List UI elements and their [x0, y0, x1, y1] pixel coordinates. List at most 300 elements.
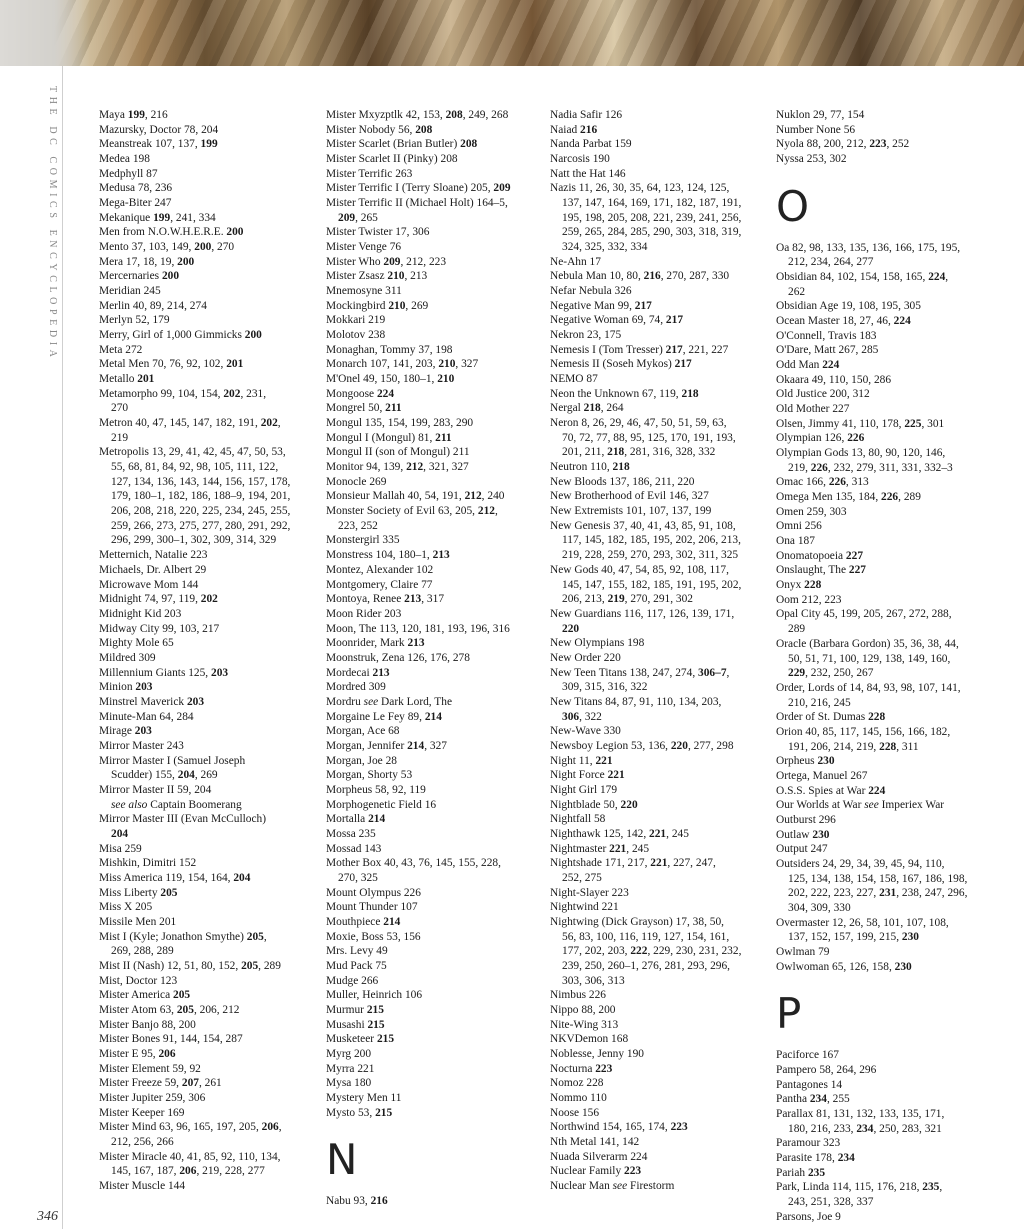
main-page-reference: 220: [620, 798, 638, 811]
index-entry: Meanstreak 107, 137, 199: [99, 138, 218, 151]
index-entry: Mister Jupiter 259, 306: [99, 1092, 206, 1105]
index-entry: Mordecai 213: [326, 666, 390, 679]
index-entry: Mister Terrific I (Terry Sloane) 205, 209: [326, 182, 511, 195]
index-entry: Monitor 94, 139, 212, 321, 327: [326, 461, 469, 474]
index-entry: Paramour 323: [776, 1137, 841, 1150]
main-page-reference: 209: [338, 211, 356, 224]
index-entry: Oracle (Barbara Gordon) 35, 36, 38, 44,: [776, 637, 959, 650]
index-entry-continuation: 219: [111, 431, 129, 444]
main-page-reference: 208: [415, 123, 433, 136]
main-page-reference: 230: [812, 828, 830, 841]
index-entry: Mercernaries 200: [99, 270, 180, 283]
index-entry: Omen 259, 303: [776, 505, 847, 518]
index-entry: Order, Lords of 14, 84, 93, 98, 107, 141,: [776, 681, 961, 694]
main-page-reference: 231: [879, 887, 897, 900]
main-page-reference: 217: [665, 343, 683, 356]
index-entry: Mishkin, Dimitri 152: [99, 857, 197, 870]
index-entry: Molotov 238: [326, 329, 386, 342]
index-entry-continuation: 180, 216, 233, 234, 250, 283, 321: [788, 1122, 942, 1135]
main-page-reference: 221: [607, 769, 625, 782]
index-entry: Park, Linda 114, 115, 176, 218, 235,: [776, 1181, 943, 1194]
main-page-reference: 204: [111, 827, 129, 840]
index-entry: Nyssa 253, 302: [776, 153, 847, 166]
index-entry: Omni 256: [776, 520, 822, 533]
index-entry: Mister Twister 17, 306: [326, 226, 430, 239]
index-entry: Moon, The 113, 120, 181, 193, 196, 316: [326, 622, 510, 635]
main-page-reference: 214: [368, 813, 386, 826]
index-entry: O.S.S. Spies at War 224: [776, 784, 886, 797]
main-page-reference: 223: [595, 1062, 613, 1075]
main-page-reference: 227: [845, 549, 864, 562]
main-page-reference: 215: [366, 1003, 384, 1016]
index-entry: Mirror Master 243: [99, 739, 184, 752]
index-entry: Metal Men 70, 76, 92, 102, 201: [99, 358, 244, 371]
main-page-reference: 223: [869, 138, 887, 151]
index-entry: Morphogenetic Field 16: [326, 798, 437, 811]
index-entry: Parsons, Joe 9: [776, 1210, 841, 1223]
index-entry: New Order 220: [550, 651, 621, 664]
main-page-reference: 217: [674, 358, 692, 371]
index-entry: Mildred 309: [99, 651, 156, 664]
index-entry: Negative Man 99, 217: [550, 299, 652, 312]
index-entry: Nabu 93, 216: [326, 1195, 388, 1208]
main-page-reference: 199: [127, 109, 145, 121]
index-entry: New Extremists 101, 107, 137, 199: [550, 505, 712, 518]
index-entry: Mister Zsasz 210, 213: [326, 270, 428, 283]
main-page-reference: 215: [376, 1033, 395, 1046]
index-entry-continuation: 270, 325: [338, 871, 378, 884]
index-entry: Nyola 88, 200, 212, 223, 252: [776, 138, 910, 151]
main-page-reference: 234: [837, 1151, 855, 1164]
index-entry: Neron 8, 26, 29, 46, 47, 50, 51, 59, 63,: [550, 417, 727, 430]
index-entry: Owlwoman 65, 126, 158, 230: [776, 960, 912, 973]
index-entry: Medusa 78, 236: [99, 182, 173, 195]
index-entry: Narcosis 190: [550, 153, 610, 166]
main-page-reference: 225: [904, 417, 922, 430]
index-entry: Merlin 40, 89, 214, 274: [99, 299, 207, 312]
index-entry: Outlaw 230: [776, 828, 830, 841]
index-entry: Nimbus 226: [550, 989, 607, 1002]
index-entry: Nite-Wing 313: [550, 1018, 619, 1031]
main-page-reference: 234: [856, 1122, 874, 1135]
index-entry: Pantagones 14: [776, 1078, 843, 1091]
index-column-4: [776, 108, 967, 1224]
index-entry-continuation: 137, 147, 164, 169, 171, 182, 187, 191,: [562, 197, 742, 210]
index-entry: Old Mother 227: [776, 403, 850, 416]
index-entry: Morpheus 58, 92, 119: [326, 783, 426, 796]
main-page-reference: 220: [562, 622, 580, 635]
index-entry: Olympian Gods 13, 80, 90, 120, 146,: [776, 447, 946, 460]
main-page-reference: 227: [848, 564, 866, 577]
main-page-reference: 216: [580, 123, 598, 136]
index-entry-continuation: 137, 152, 157, 199, 215, 230: [788, 931, 919, 944]
index-entry-continuation: 179, 180–1, 182, 186, 188–9, 194, 201,: [111, 490, 291, 503]
index-entry: Nefar Nebula 326: [550, 285, 632, 298]
index-entry: Nuclear Family 223: [550, 1165, 642, 1178]
index-entry: Minute-Man 64, 284: [99, 710, 194, 723]
main-page-reference: 205: [160, 886, 178, 899]
main-page-reference: 209: [493, 182, 511, 195]
main-page-reference: 223: [624, 1165, 642, 1178]
index-entry: Mudge 266: [326, 974, 379, 987]
index-entry: Monstress 104, 180–1, 213: [326, 549, 450, 562]
index-entry: Mister Muscle 144: [99, 1180, 186, 1193]
index-entry: Obsidian Age 19, 108, 195, 305: [776, 300, 921, 313]
index-entry: Nightmaster 221, 245: [550, 842, 650, 855]
section-letter-o: O: [776, 181, 810, 231]
index-entry: Michaels, Dr. Albert 29: [99, 563, 207, 576]
main-page-reference: 226: [847, 432, 865, 445]
index-entry: Mother Box 40, 43, 76, 145, 155, 228,: [326, 857, 501, 870]
main-page-reference: 234: [809, 1093, 827, 1106]
main-page-reference: 214: [407, 739, 425, 752]
main-page-reference: 201: [137, 373, 155, 386]
index-entry: Midnight 74, 97, 119, 202: [99, 593, 218, 606]
index-entry: Mirror Master II 59, 204: [99, 783, 212, 796]
main-page-reference: 199: [200, 138, 218, 151]
index-entry: New Guardians 116, 117, 126, 139, 171,: [550, 607, 735, 620]
index-entry: Mister Element 59, 92: [99, 1062, 201, 1075]
main-page-reference: 216: [370, 1195, 388, 1208]
index-entry: Miss X 205: [99, 901, 153, 914]
main-page-reference: 203: [186, 695, 205, 708]
index-entry-continuation: 306, 322: [562, 710, 602, 723]
index-entry: Midway City 99, 103, 217: [99, 622, 220, 635]
index-entry: Metallo 201: [99, 373, 155, 386]
index-entry-continuation: 145, 147, 155, 182, 185, 191, 195, 202,: [562, 578, 742, 591]
index-entry: Mazursky, Doctor 78, 204: [99, 123, 219, 136]
index-entry-continuation: 117, 145, 182, 185, 195, 202, 206, 213,: [562, 534, 741, 547]
index-entry: Monster Society of Evil 63, 205, 212,: [326, 505, 498, 518]
main-page-reference: 212: [406, 461, 424, 474]
main-page-reference: 226: [828, 476, 846, 489]
index-entry: New-Wave 330: [550, 725, 621, 738]
main-page-reference: 306: [562, 710, 580, 723]
main-page-reference: 199: [153, 211, 171, 224]
index-entry: Opal City 45, 199, 205, 267, 272, 288,: [776, 608, 952, 621]
index-entry: Nippo 88, 200: [550, 1003, 616, 1016]
main-page-reference: 212: [464, 490, 482, 503]
header-illustration-banner: [0, 0, 1024, 66]
index-entry: Montoya, Renee 213, 317: [326, 593, 445, 606]
main-page-reference: 221: [650, 857, 668, 870]
index-entry: Mera 17, 18, 19, 200: [99, 255, 195, 268]
index-entry: Parallax 81, 131, 132, 133, 135, 171,: [776, 1107, 945, 1120]
index-entry: Overmaster 12, 26, 58, 101, 107, 108,: [776, 916, 949, 929]
main-page-reference: 203: [134, 725, 152, 738]
index-entry: Neon the Unknown 67, 119, 218: [550, 387, 699, 400]
index-entry-continuation: 55, 68, 81, 84, 92, 98, 105, 111, 122,: [111, 461, 279, 474]
main-page-reference: 217: [665, 314, 684, 327]
main-page-reference: 211: [435, 431, 452, 444]
index-entry: Ona 187: [776, 535, 815, 548]
main-page-reference: 228: [804, 579, 822, 592]
index-entry-continuation: 212, 256, 266: [111, 1136, 174, 1149]
index-entry-continuation: 269, 288, 289: [111, 945, 174, 958]
main-page-reference: 213: [432, 549, 450, 562]
index-entry: Mongul 135, 154, 199, 283, 290: [326, 417, 474, 430]
main-page-reference: 221: [595, 754, 613, 767]
index-entry-continuation: 259, 265, 284, 285, 290, 303, 318, 319,: [562, 226, 742, 239]
index-entry: Mordred 309: [326, 681, 386, 694]
index-entry: Moonrider, Mark 213: [326, 637, 425, 650]
main-page-reference: 213: [372, 666, 390, 679]
index-entry: Northwind 154, 165, 174, 223: [550, 1121, 688, 1134]
index-entry: Omac 166, 226, 313: [776, 476, 869, 489]
index-entry: Olympian 126, 226: [776, 432, 865, 445]
index-entry: Meta 272: [99, 343, 143, 356]
index-entry-continuation: [99, 827, 290, 842]
index-entry: Musashi 215: [326, 1018, 385, 1031]
index-entry: Monocle 269: [326, 475, 387, 488]
index-entry: Men from N.O.W.H.E.R.E. 200: [99, 226, 244, 239]
main-page-reference: 204: [233, 871, 251, 884]
index-entry: O'Connell, Travis 183: [776, 329, 877, 342]
index-entry: Mist II (Nash) 12, 51, 80, 152, 205, 289: [99, 959, 281, 972]
index-entry: Mister Mind 63, 96, 165, 197, 205, 206,: [99, 1121, 282, 1134]
index-entry-continuation: see also Captain Boomerang: [111, 798, 242, 811]
index-entry: Mnemosyne 311: [326, 285, 402, 298]
index-entry: Mossa 235: [326, 827, 376, 840]
main-page-reference: 213: [407, 637, 425, 650]
index-entry: Merry, Girl of 1,000 Gimmicks 200: [99, 329, 262, 342]
main-page-reference: 209: [383, 255, 401, 268]
index-entry: Musketeer 215: [326, 1033, 395, 1046]
main-page-reference: 203: [211, 666, 229, 679]
main-page-reference: 210: [437, 373, 455, 386]
index-entry: Mirror Master I (Samuel Joseph: [99, 754, 246, 767]
index-entry: Mongul I (Mongul) 81, 211: [326, 431, 452, 444]
index-entry: Nebula Man 10, 80, 216, 270, 287, 330: [550, 270, 730, 283]
index-entry: Nazis 11, 26, 30, 35, 64, 123, 124, 125,: [550, 182, 730, 195]
index-entry: Nightblade 50, 220: [550, 798, 638, 811]
index-entry: Moxie, Boss 53, 156: [326, 930, 421, 943]
index-entry: Mist, Doctor 123: [99, 974, 178, 987]
index-entry-continuation: 127, 134, 136, 143, 144, 156, 157, 178,: [111, 475, 291, 488]
index-entry: Order of St. Dumas 228: [776, 711, 886, 724]
index-entry: Nemesis II (Soseh Mykos) 217: [550, 358, 692, 371]
index-entry-continuation: Scudder) 155, 204, 269: [111, 769, 218, 782]
main-page-reference: 212: [477, 505, 495, 518]
section-letter-p: P: [776, 989, 802, 1039]
main-page-reference: 218: [681, 387, 699, 400]
index-entry: New Genesis 37, 40, 41, 43, 85, 91, 108,: [550, 519, 736, 532]
index-entry: Nth Metal 141, 142: [550, 1136, 640, 1149]
index-entry-continuation: 206, 208, 218, 220, 225, 234, 245, 255,: [111, 505, 291, 518]
index-entry: Night Girl 179: [550, 783, 618, 796]
main-page-reference: 203: [135, 681, 153, 694]
index-entry: Pampero 58, 264, 296: [776, 1063, 877, 1076]
main-page-reference: 218: [612, 461, 630, 474]
index-entry: Ne-Ahn 17: [550, 255, 601, 268]
index-entry: Paciforce 167: [776, 1049, 839, 1062]
index-entry-continuation: 219, 226, 232, 279, 311, 331, 332–3: [788, 461, 953, 474]
index-entry: Mister Bones 91, 144, 154, 287: [99, 1033, 243, 1046]
index-entry: Midnight Kid 203: [99, 607, 182, 620]
index-entry: Onomatopoeia 227: [776, 549, 864, 562]
index-entry: Mockingbird 210, 269: [326, 299, 429, 312]
main-page-reference: 306–7: [698, 666, 727, 679]
index-entry: Morgan, Joe 28: [326, 754, 397, 767]
index-entry: Medphyll 87: [99, 167, 158, 180]
index-entry: Mister Mxyzptlk 42, 153, 208, 249, 268: [326, 109, 509, 121]
main-page-reference: 205: [246, 930, 264, 943]
index-entry: Pariah 235: [776, 1166, 826, 1179]
main-page-reference: 230: [894, 960, 912, 973]
index-entry-continuation: 177, 202, 203, 222, 229, 230, 231, 232,: [562, 945, 742, 958]
index-entry-continuation: 296, 299, 300–1, 302, 309, 314, 329: [111, 534, 277, 547]
index-entry: Mount Olympus 226: [326, 886, 421, 899]
index-entry: Outsiders 24, 29, 34, 39, 45, 94, 110,: [776, 857, 945, 870]
index-entry-continuation: 70, 72, 77, 88, 95, 125, 170, 191, 193,: [562, 431, 736, 444]
index-entry: Mister Who 209, 212, 223: [326, 255, 447, 268]
index-entry: Miss America 119, 154, 164, 204: [99, 871, 251, 884]
index-entry: Millennium Giants 125, 203: [99, 666, 229, 679]
index-entry: Mister Terrific II (Michael Holt) 164–5,: [326, 197, 508, 210]
main-page-reference: 205: [173, 989, 191, 1002]
index-entry: O'Dare, Matt 267, 285: [776, 344, 879, 357]
index-entry: Nuklon 29, 77, 154: [776, 109, 865, 121]
index-entry: Mento 37, 103, 149, 200, 270: [99, 241, 235, 254]
index-entry-continuation: 56, 83, 100, 116, 119, 127, 154, 161,: [562, 930, 730, 943]
index-entry: Noose 156: [550, 1106, 600, 1119]
index-entry: Nadia Safir 126: [550, 109, 623, 121]
index-entry: New Titans 84, 87, 91, 110, 134, 203,: [550, 695, 722, 708]
running-head-text: THE DC COMICS ENCYCLOPEDIA: [47, 86, 58, 362]
main-page-reference: 205: [241, 959, 259, 972]
index-entry: Mysa 180: [326, 1077, 372, 1090]
index-entry: Pantha 234, 255: [776, 1093, 850, 1106]
index-entry: New Olympians 198: [550, 637, 645, 650]
index-entry-continuation: 125, 134, 138, 154, 158, 167, 186, 198,: [788, 872, 968, 885]
index-entry-continuation: 50, 51, 71, 100, 129, 138, 149, 160,: [788, 652, 951, 665]
index-entry: Mist I (Kyle; Jonathon Smythe) 205,: [99, 930, 267, 943]
index-entry: Nightwing (Dick Grayson) 17, 38, 50,: [550, 915, 725, 928]
main-page-reference: 202: [223, 387, 241, 400]
index-entry: Mongul II (son of Mongul) 211: [326, 446, 470, 459]
index-entry: Mongoose 224: [326, 387, 395, 400]
index-entry-continuation: 229, 232, 250, 267: [788, 667, 874, 680]
main-page-reference: 207: [181, 1077, 199, 1090]
index-entry: Mordru see Dark Lord, The: [326, 695, 453, 708]
index-entry: Nuada Silverarm 224: [550, 1150, 648, 1163]
index-entry: Morgan, Ace 68: [326, 725, 400, 738]
index-column-3: [550, 108, 741, 1194]
index-entry-continuation: 145, 167, 187, 206, 219, 228, 277: [111, 1165, 265, 1178]
main-page-reference: 226: [810, 461, 828, 474]
index-entry: Night Force 221: [550, 769, 625, 782]
index-entry: Neutron 110, 218: [550, 461, 630, 474]
main-page-reference: 205: [176, 1003, 194, 1016]
index-entry: Merlyn 52, 179: [99, 314, 170, 327]
main-page-reference: 228: [868, 711, 886, 724]
index-entry: Nighthawk 125, 142, 221, 245: [550, 827, 689, 840]
banner-artwork: [0, 0, 1024, 66]
index-entry: Naiad 216: [550, 123, 598, 136]
index-entry: Oom 212, 223: [776, 593, 842, 606]
index-entry: Nomoz 228: [550, 1077, 604, 1090]
index-entry: Murmur 215: [326, 1003, 384, 1016]
index-entry: Nommo 110: [550, 1092, 607, 1105]
index-entry: Nightfall 58: [550, 813, 606, 826]
main-page-reference: 235: [807, 1166, 826, 1179]
main-page-reference: 230: [817, 755, 835, 768]
index-entry: Montez, Alexander 102: [326, 563, 434, 576]
main-page-reference: 219: [607, 593, 625, 606]
main-page-reference: 200: [194, 241, 212, 254]
index-entry: Our Worlds at War see Imperiex War: [776, 799, 945, 812]
index-entry: NKVDemon 168: [550, 1033, 629, 1046]
index-entry-continuation: 209, 265: [338, 211, 378, 224]
index-entry-continuation: 239, 250, 260–1, 276, 281, 293, 296,: [562, 959, 731, 972]
main-page-reference: 217: [634, 299, 652, 312]
index-entry: NEMO 87: [550, 373, 598, 386]
main-page-reference: 226: [881, 491, 899, 504]
index-entry: Mister America 205: [99, 989, 191, 1002]
index-entry: Newsboy Legion 53, 136, 220, 277, 298: [550, 739, 734, 752]
index-entry: Mister Venge 76: [326, 241, 402, 254]
index-entry: Morgaine Le Fey 89, 214: [326, 710, 442, 723]
index-entry: Parasite 178, 234: [776, 1151, 855, 1164]
index-entry-continuation: 259, 266, 273, 275, 277, 280, 291, 292,: [111, 519, 291, 532]
index-entry: Miss Liberty 205: [99, 886, 178, 899]
index-entry: Olsen, Jimmy 41, 110, 178, 225, 301: [776, 417, 945, 430]
main-page-reference: 213: [404, 593, 422, 606]
index-entry: Mortalla 214: [326, 813, 386, 826]
index-entry: Negative Woman 69, 74, 217: [550, 314, 684, 327]
index-entry: Metropolis 13, 29, 41, 42, 45, 47, 50, 53,: [99, 446, 286, 459]
index-entry: Mister Scarlet II (Pinky) 208: [326, 153, 458, 166]
main-page-reference: 218: [607, 446, 625, 459]
index-entry: Mekanique 199, 241, 334: [99, 211, 216, 224]
index-entry: Mrs. Levy 49: [326, 945, 388, 958]
main-page-reference: 200: [177, 255, 195, 268]
main-page-reference: 210: [438, 358, 456, 371]
index-entry: Nanda Parbat 159: [550, 138, 632, 151]
main-page-reference: 206: [261, 1121, 279, 1134]
index-entry-continuation: 195, 198, 205, 208, 221, 239, 241, 256,: [562, 211, 742, 224]
index-entry: Odd Man 224: [776, 359, 840, 372]
index-entry-continuation: 303, 306, 313: [562, 974, 625, 987]
index-entry: Morgan, Jennifer 214, 327: [326, 739, 447, 752]
index-entry: Maya 199, 216: [99, 109, 168, 121]
main-page-reference: 222: [630, 945, 648, 958]
main-page-reference: 220: [670, 739, 688, 752]
index-entry: Mongrel 50, 211: [326, 402, 402, 415]
index-entry: Mister Nobody 56, 208: [326, 123, 433, 136]
main-page-reference: 208: [445, 109, 463, 121]
index-entry-continuation: 191, 206, 214, 219, 228, 311: [788, 740, 919, 753]
index-entry: Medea 198: [99, 153, 150, 166]
index-entry: Mister Terrific 263: [326, 167, 413, 180]
index-entry: Okaara 49, 110, 150, 286: [776, 373, 892, 386]
index-entry: Number None 56: [776, 123, 856, 136]
index-entry: Night 11, 221: [550, 754, 613, 767]
cross-reference-label: see: [363, 695, 379, 708]
index-entry: Microwave Mom 144: [99, 578, 199, 591]
index-entry: New Gods 40, 47, 54, 85, 92, 108, 117,: [550, 563, 729, 576]
index-entry: New Brotherhood of Evil 146, 327: [550, 490, 709, 503]
index-column-1: [99, 108, 290, 1194]
index-entry: Mister Scarlet (Brian Butler) 208: [326, 138, 478, 151]
index-entry: Misa 259: [99, 842, 142, 855]
index-entry: Mister Freeze 59, 207, 261: [99, 1077, 222, 1090]
index-entry: Mister Keeper 169: [99, 1106, 185, 1119]
index-entry: Outburst 296: [776, 813, 836, 826]
index-entry: Myrra 221: [326, 1062, 375, 1075]
index-entry: Nightwind 221: [550, 901, 619, 914]
index-entry: Omega Men 135, 184, 226, 289: [776, 491, 921, 504]
